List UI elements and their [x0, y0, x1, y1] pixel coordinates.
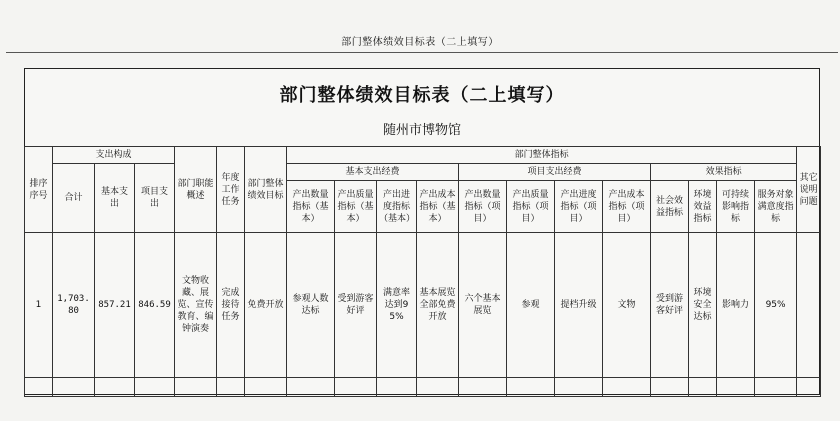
page-header: 部门整体绩效目标表（二上填写）: [341, 37, 499, 48]
organization-name: 随州市博物馆: [382, 123, 461, 138]
header-dept-indicators: 部门整体指标: [287, 147, 797, 164]
subheader-cell: 环境效益指标: [689, 181, 717, 233]
header-dept-duty: 部门职能概述: [175, 147, 217, 233]
row-annual-task: 完成接待任务: [217, 233, 245, 378]
row-indicator-cell: 参观人数达标: [287, 233, 335, 378]
blank-cell: [797, 378, 821, 397]
row-basic-spend: 857.21: [95, 233, 135, 378]
subheader-cell: 产出质量指标（基本）: [335, 181, 377, 233]
row-indicator-cell: 95%: [755, 233, 797, 378]
blank-cell: [689, 378, 717, 397]
header-project-spend: 项目支出: [135, 164, 175, 233]
blank-cell: [53, 378, 95, 397]
header-project-funds: 项目支出经费: [459, 164, 651, 181]
blank-cell: [287, 378, 335, 397]
row-indicator-cell: 六个基本展览: [459, 233, 507, 378]
blank-cell: [717, 378, 755, 397]
form-title: 部门整体绩效目标表（二上填写）: [279, 85, 565, 106]
blank-cell: [175, 378, 217, 397]
subheader-cell: 产出数量指标（基本）: [287, 181, 335, 233]
row-indicator-cell: 受到游客好评: [651, 233, 689, 378]
header-total: 合计: [53, 164, 95, 233]
table-row: [25, 233, 821, 378]
row-indicator-cell: 环境安全达标: [689, 233, 717, 378]
row-dept-duty: 文物收藏、展览、宣传教育、编钟演奏: [175, 233, 217, 378]
blank-cell: [25, 378, 53, 397]
row-indicator-cell: 基本展览全部免费开放: [417, 233, 459, 378]
blank-cell: [603, 378, 651, 397]
subheader-cell: 产出进度指标（基本）: [377, 181, 417, 233]
form-sheet: [24, 68, 820, 395]
header-effect-indicators: 效果指标: [651, 164, 797, 181]
header-other-notes: 其它说明问题: [797, 147, 821, 233]
row-other-notes: [797, 233, 821, 378]
blank-cell: [377, 378, 417, 397]
row-indicator-cell: 影响力: [717, 233, 755, 378]
row-overall-goal: 免费开放: [245, 233, 287, 378]
header-basic-funds: 基本支出经费: [287, 164, 459, 181]
blank-cell: [417, 378, 459, 397]
subheader-cell: 产出成本指标（基本）: [417, 181, 459, 233]
row-total: 1,703.80: [53, 233, 95, 378]
blank-cell: [135, 378, 175, 397]
row-indicator-cell: 提档升级: [555, 233, 603, 378]
row-indicator-cell: 受到游客好评: [335, 233, 377, 378]
subheader-cell: 产出质量指标（项目）: [507, 181, 555, 233]
blank-cell: [459, 378, 507, 397]
blank-cell: [335, 378, 377, 397]
header-overall-goal: 部门整体绩效目标: [245, 147, 287, 233]
row-indicator-cell: 参观: [507, 233, 555, 378]
header-index: 排序序号: [25, 147, 53, 233]
blank-cell: [245, 378, 287, 397]
subheader-cell: 社会效益指标: [651, 181, 689, 233]
subheader-cell: 服务对象满意度指标: [755, 181, 797, 233]
row-index: 1: [25, 233, 53, 378]
subheader-cell: 产出进度指标（项目）: [555, 181, 603, 233]
header-divider: [6, 52, 838, 53]
performance-table: [24, 146, 821, 397]
subheader-cell: 可持续影响指标: [717, 181, 755, 233]
blank-cell: [507, 378, 555, 397]
header-annual-task: 年度工作任务: [217, 147, 245, 233]
row-project-spend: 846.59: [135, 233, 175, 378]
blank-row: [25, 378, 821, 397]
header-basic-spend: 基本支出: [95, 164, 135, 233]
blank-cell: [651, 378, 689, 397]
blank-cell: [217, 378, 245, 397]
subheader-cell: 产出成本指标（项目）: [603, 181, 651, 233]
row-indicator-cell: 满意率达到95%: [377, 233, 417, 378]
subheader-cell: 产出数量指标（项目）: [459, 181, 507, 233]
blank-cell: [95, 378, 135, 397]
header-spend-composition: 支出构成: [53, 147, 175, 164]
row-indicator-cell: 文物: [603, 233, 651, 378]
blank-cell: [755, 378, 797, 397]
blank-cell: [555, 378, 603, 397]
